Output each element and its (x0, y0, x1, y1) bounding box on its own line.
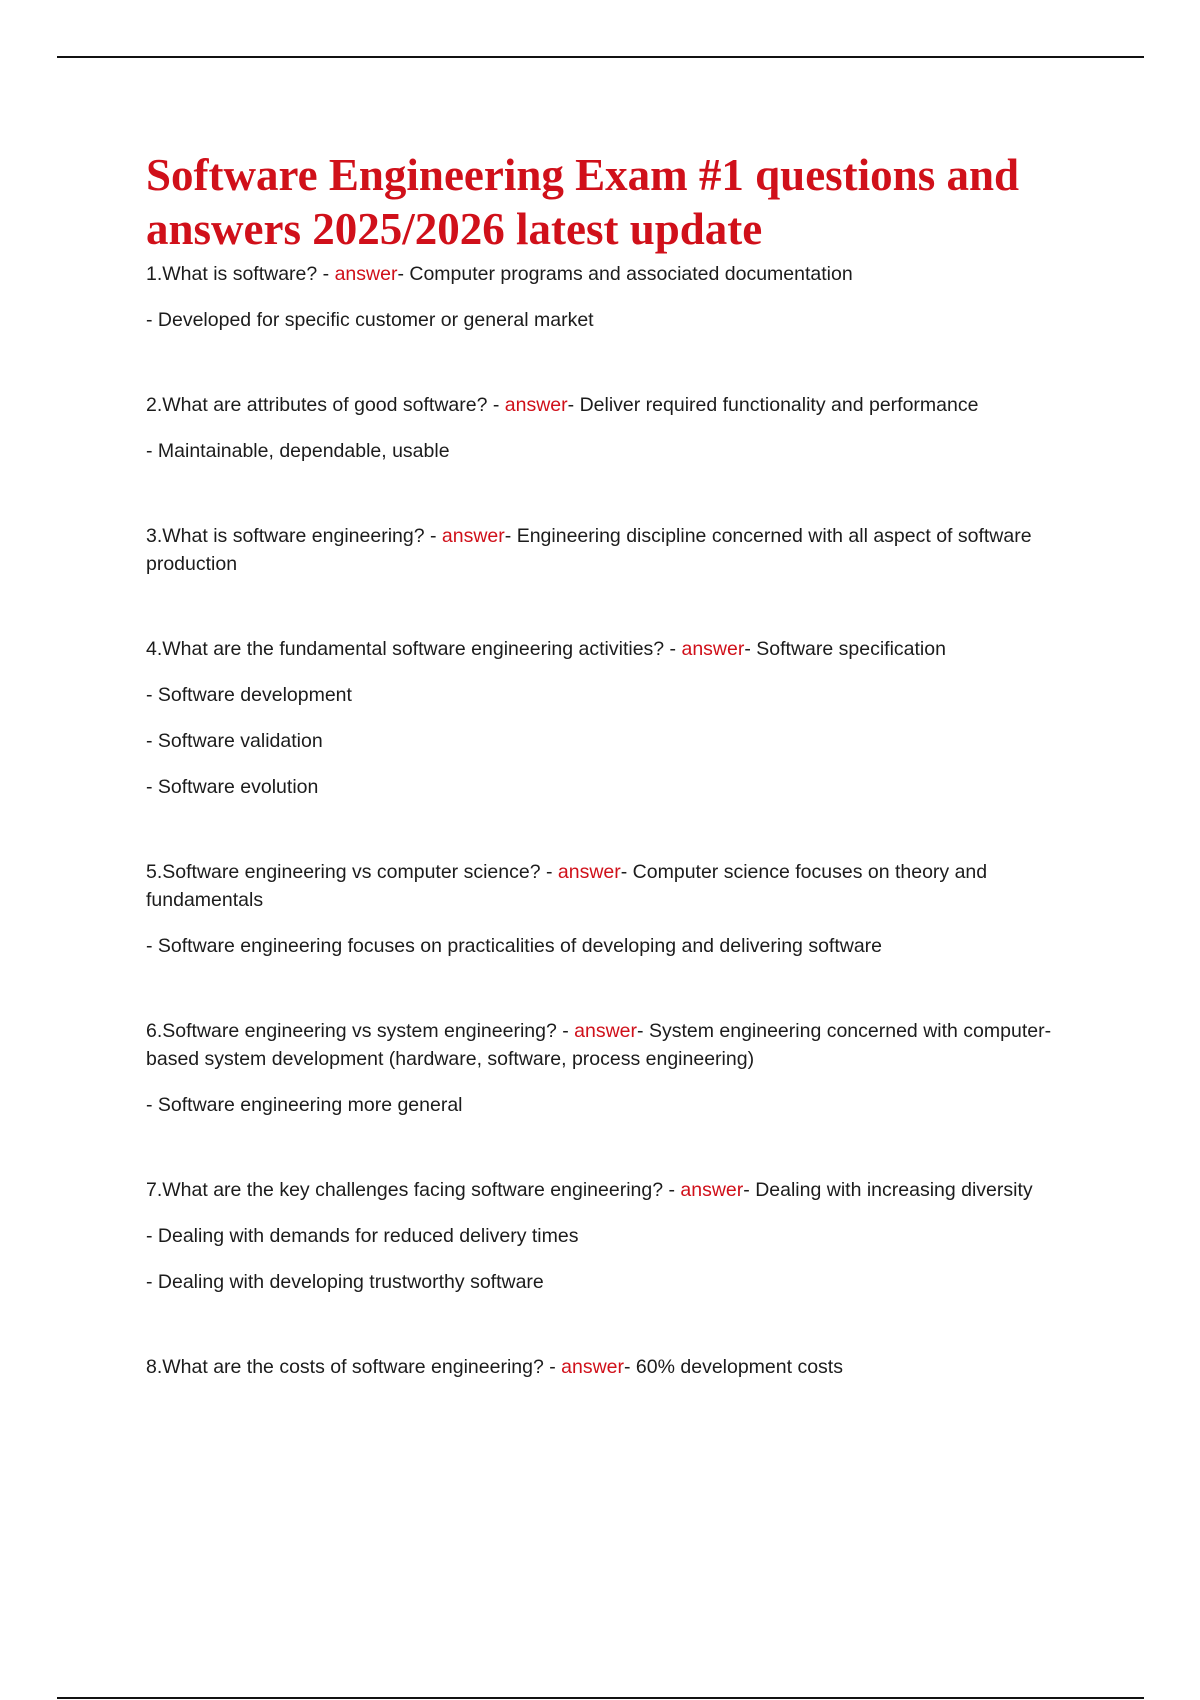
question-text: 7.What are the key challenges facing software engineering? - (146, 1179, 681, 1201)
question-text: 8.What are the costs of software engineering? - (146, 1356, 562, 1378)
answer-label: answer (441, 525, 505, 547)
qa-item (146, 391, 1091, 465)
answer-text: - Deliver required functionality and performance (567, 394, 979, 416)
answer-extra-line: - Dealing with developing trustworthy software (146, 1271, 544, 1293)
question-text: 2.What are attributes of good software? - (146, 394, 505, 416)
answer-text: - Engineering discipline concerned with all aspect of software production (146, 525, 1032, 575)
answer-text: - Computer science focuses on theory and fundamentals (146, 861, 988, 911)
answer-extra-line: - Developed for specific customer or general market (146, 309, 594, 331)
top-rule (57, 56, 1144, 58)
answer-label: answer (680, 1179, 744, 1201)
answer-extra-line: - Software evolution (146, 776, 319, 798)
document-body (146, 148, 1091, 1381)
answer-extra-line: - Software validation (146, 730, 323, 752)
question-text: 1.What is software? - (146, 263, 335, 285)
answer-label: answer (681, 638, 745, 660)
answer-text: - Computer programs and associated documentation (397, 263, 853, 285)
question-line (146, 260, 1091, 288)
answer-label: answer (334, 263, 398, 285)
question-text: 5.Software engineering vs computer science? - (146, 861, 558, 883)
qa-list (146, 260, 1091, 1381)
question-text: 4.What are the fundamental software engineering activities? - (146, 638, 682, 660)
qa-item (146, 1017, 1091, 1119)
answer-extra-line: - Software engineering more general (146, 1094, 463, 1116)
answer-extra-line: - Maintainable, dependable, usable (146, 440, 450, 462)
qa-item (146, 260, 1091, 334)
qa-item (146, 858, 1091, 960)
answer-label: answer (557, 861, 621, 883)
question-text: 3.What is software engineering? - (146, 525, 442, 547)
question-line (146, 635, 1091, 663)
question-line (146, 391, 1091, 419)
question-line (146, 1017, 1091, 1073)
qa-item (146, 1176, 1091, 1296)
answer-text: - 60% development costs (624, 1356, 843, 1378)
qa-item (146, 635, 1091, 801)
question-text: 6.Software engineering vs system engineering? - (146, 1020, 575, 1042)
answer-extra-line: - Dealing with demands for reduced delivery times (146, 1225, 579, 1247)
qa-item (146, 522, 1091, 578)
bottom-rule (57, 1697, 1144, 1699)
answer-extra-line: - Software development (146, 684, 352, 706)
question-line (146, 522, 1091, 578)
question-line (146, 1353, 1091, 1381)
document-title: Software Engineering Exam #1 questions and answers 2025/2026 latest update (146, 150, 1020, 254)
answer-text: - System engineering concerned with computer-based system development (hardware, software, process engineering) (146, 1020, 1052, 1070)
answer-label: answer (574, 1020, 638, 1042)
answer-label: answer (504, 394, 568, 416)
question-line (146, 1176, 1091, 1204)
answer-label: answer (561, 1356, 625, 1378)
answer-extra-line: - Software engineering focuses on practicalities of developing and delivering software (146, 935, 883, 957)
answer-text: - Software specification (744, 638, 946, 660)
question-line (146, 858, 1091, 914)
qa-item (146, 1353, 1091, 1381)
answer-text: - Dealing with increasing diversity (743, 1179, 1033, 1201)
